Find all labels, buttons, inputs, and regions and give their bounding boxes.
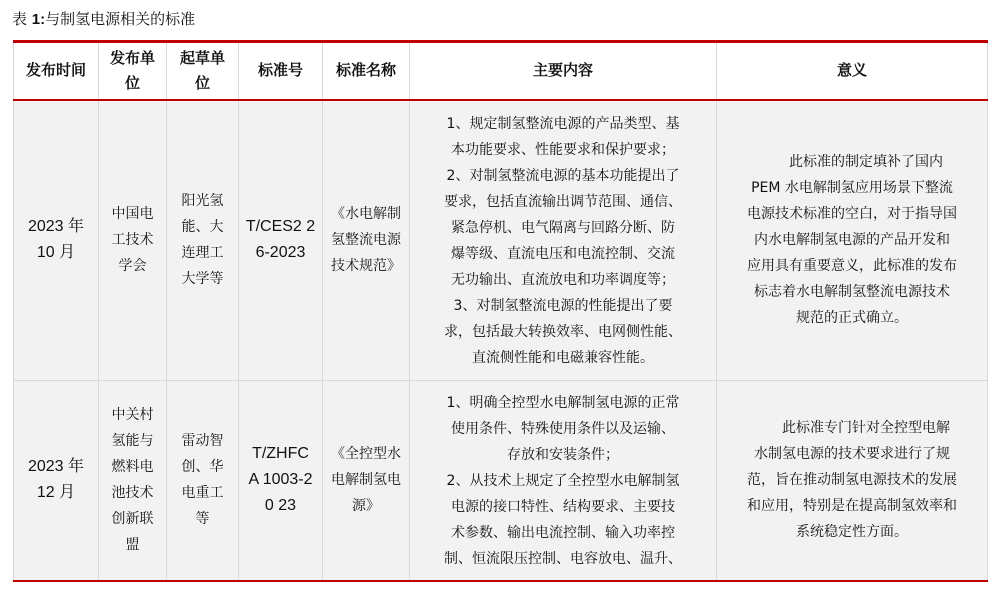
content-line: 1、规定制氢整流电源的产品类型、基: [446, 116, 680, 133]
caption-text: 与制氢电源相关的标准: [45, 10, 196, 28]
content-line: 2、对制氢整流电源的基本功能提出了: [446, 168, 680, 185]
table-row: [14, 381, 988, 581]
cell-date: 2023 年 10 月: [14, 100, 99, 381]
meaning-line: 标志着水电解制氢整流电源技术: [754, 284, 950, 301]
header-content: 主要内容: [410, 42, 717, 100]
content-line: 制、恒流限压控制、电容放电、温升、: [444, 551, 682, 568]
cell-name: 《全控型水电解制氢电源》: [323, 381, 410, 581]
content-line: 爆等级、直流电压和电流控制、交流: [451, 246, 675, 263]
meaning-line: PEM 水电解制氢应用场景下整流: [751, 180, 953, 197]
meaning-line: 和应用，特别是在提高制氢效率和: [747, 498, 957, 515]
meaning-line: 系统稳定性方面。: [796, 524, 908, 541]
cell-meaning: [717, 381, 988, 581]
content-line: 直流侧性能和电磁兼容性能。: [472, 350, 654, 367]
content-line: 本功能要求、性能要求和保护要求；: [451, 142, 675, 159]
table-row: [14, 100, 988, 381]
header-date: 发布时间: [14, 42, 99, 100]
meaning-line: 水制氢电源的技术要求进行了规: [754, 446, 950, 463]
content-line: 要求，包括直流输出调节范围、通信、: [444, 194, 682, 211]
standards-table: [13, 40, 988, 582]
header-name: 标准名称: [323, 42, 410, 100]
cell-publisher: 中关村氢能与燃料电池技术创新联盟: [99, 381, 167, 581]
content-line: 2、从技术上规定了全控型水电解制氢: [446, 473, 680, 490]
meaning-line: 应用具有重要意义，此标准的发布: [747, 258, 957, 275]
cell-publisher: 中国电工技术学会: [99, 100, 167, 381]
table-caption: [12, 8, 195, 29]
meaning-line: 电源技术标准的空白，对于指导国: [747, 206, 957, 223]
header-code: 标准号: [239, 42, 323, 100]
meaning-line: 此标准的制定填补了国内: [761, 154, 943, 171]
content-line: 1、明确全控型水电解制氢电源的正常: [446, 395, 680, 412]
caption-prefix: 表: [12, 10, 32, 28]
content-line: 无功输出、直流放电和功率调度等；: [451, 272, 675, 289]
meaning-line: 内水电解制氢电源的产品开发和: [754, 232, 950, 249]
cell-content: [410, 100, 717, 381]
header-meaning: 意义: [717, 42, 988, 100]
header-row: [14, 42, 988, 100]
content-line: 术参数、输出电流控制、输入功率控: [451, 525, 675, 542]
caption-number: 1:: [31, 11, 46, 28]
cell-code: T/ZHFC A 1003-20 23: [239, 381, 323, 581]
meaning-line: 范，旨在推动制氢电源技术的发展: [747, 472, 957, 489]
cell-drafter: 雷动智创、华电重工等: [167, 381, 239, 581]
cell-code: T/CES2 26-2023: [239, 100, 323, 381]
content-line: 电源的接口特性、结构要求、主要技: [451, 499, 675, 516]
content-line: 求，包括最大转换效率、电网侧性能、: [444, 324, 682, 341]
content-line: 使用条件、特殊使用条件以及运输、: [451, 421, 675, 438]
cell-meaning: [717, 100, 988, 381]
cell-drafter: 阳光氢能、大连理工大学等: [167, 100, 239, 381]
header-drafter: 起草单位: [167, 42, 239, 100]
content-line: 3、对制氢整流电源的性能提出了要: [453, 298, 673, 315]
cell-date: 2023 年 12 月: [14, 381, 99, 581]
content-line: 存放和安装条件；: [507, 447, 619, 464]
content-line: 紧急停机、电气隔离与回路分断、防: [451, 220, 675, 237]
cell-content: [410, 381, 717, 581]
cell-name: 《水电解制氢整流电源技术规范》: [323, 100, 410, 381]
meaning-line: 此标准专门针对全控型电解: [754, 420, 950, 437]
header-publisher: 发布单位: [99, 42, 167, 100]
meaning-line: 规范的正式确立。: [796, 310, 908, 327]
